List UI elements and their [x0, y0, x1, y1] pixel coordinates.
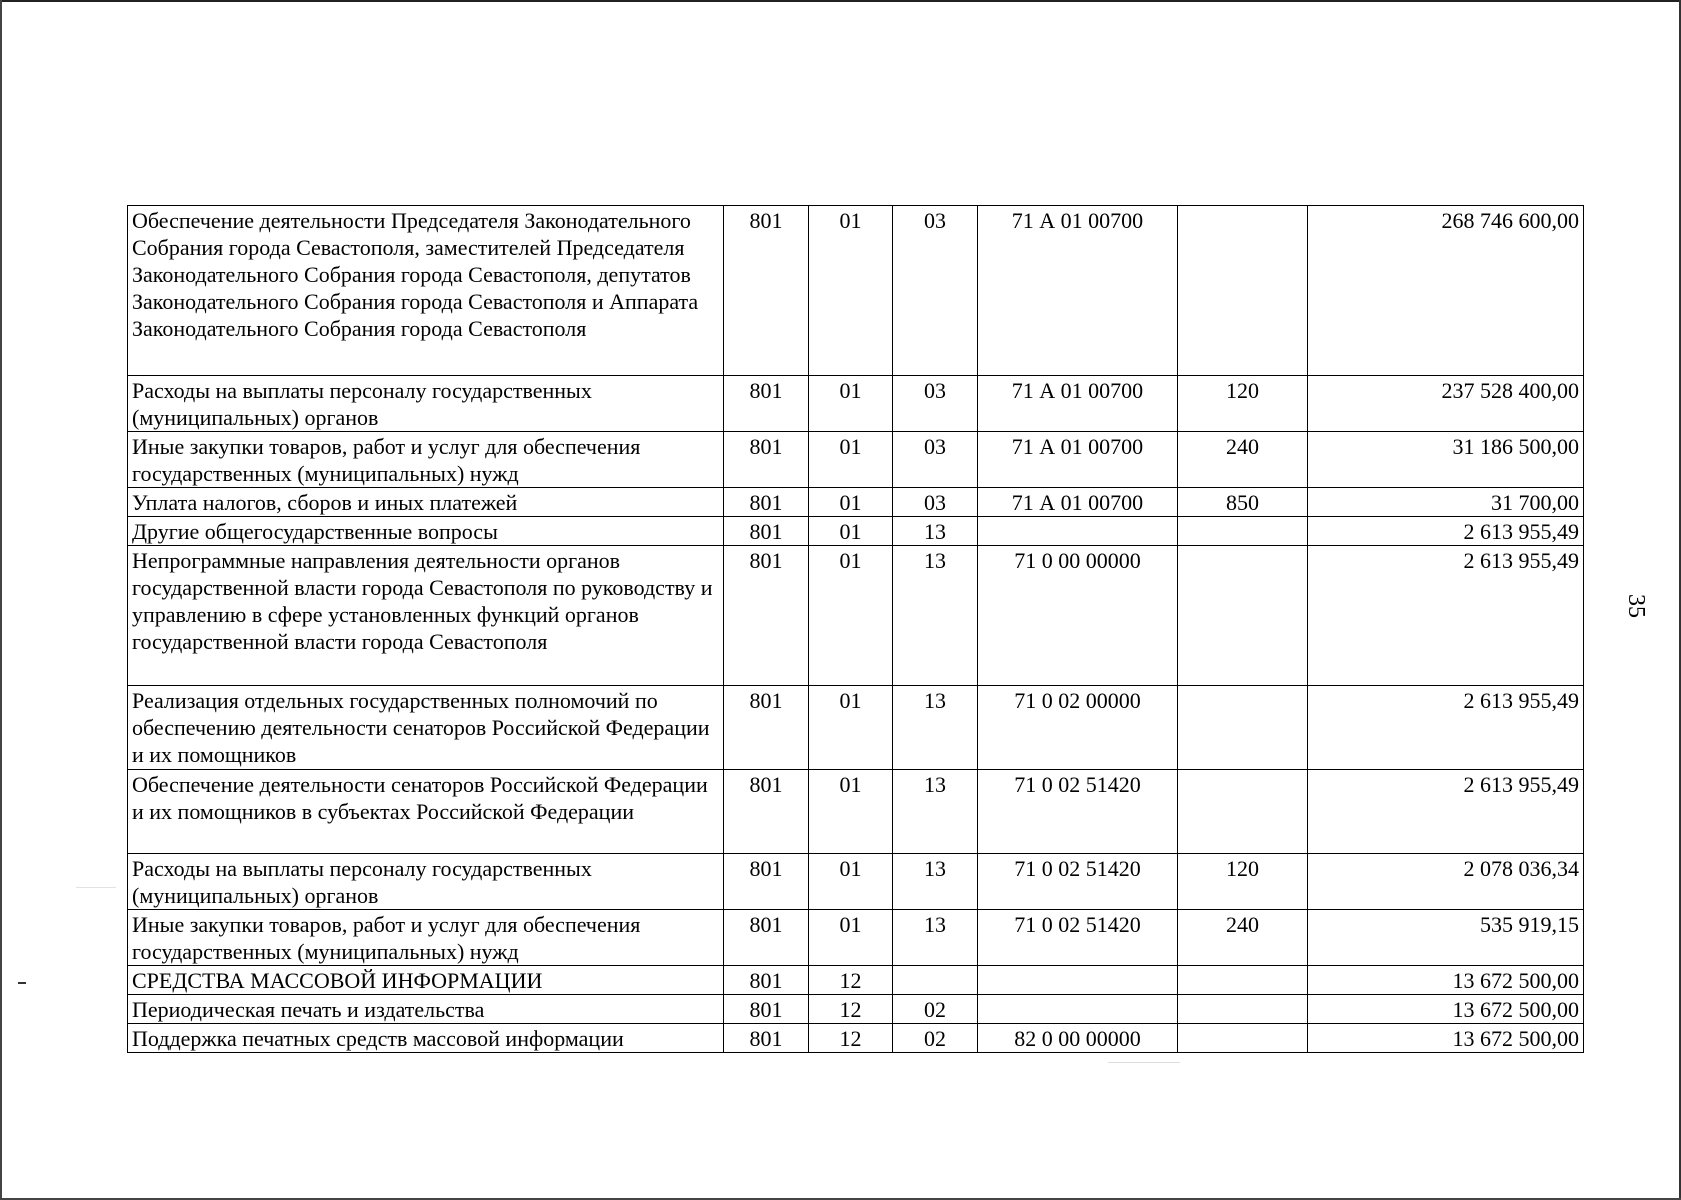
subsection-code-cell: 03 — [893, 206, 978, 376]
amount-cell: 2 078 036,34 — [1308, 854, 1584, 910]
department-code-cell: 801 — [724, 488, 809, 517]
department-code-cell: 801 — [724, 1024, 809, 1053]
section-code-cell: 01 — [809, 376, 893, 432]
table-row — [128, 770, 1584, 854]
table-row — [128, 517, 1584, 546]
amount-cell: 13 672 500,00 — [1308, 966, 1584, 995]
department-code-cell: 801 — [724, 966, 809, 995]
department-code-cell: 801 — [724, 376, 809, 432]
margin-mark — [18, 982, 26, 984]
expense-name-cell: Поддержка печатных средств массовой информации — [128, 1024, 724, 1053]
amount-cell: 535 919,15 — [1308, 910, 1584, 966]
expense-type-cell: 120 — [1178, 376, 1308, 432]
target-article-cell — [978, 966, 1178, 995]
target-article-cell: 71 А 01 00700 — [978, 206, 1178, 376]
table-row — [128, 966, 1584, 995]
amount-cell: 268 746 600,00 — [1308, 206, 1584, 376]
section-code-cell: 01 — [809, 910, 893, 966]
subsection-code-cell: 02 — [893, 995, 978, 1024]
expense-name-cell: СРЕДСТВА МАССОВОЙ ИНФОРМАЦИИ — [128, 966, 724, 995]
department-code-cell: 801 — [724, 854, 809, 910]
amount-cell: 237 528 400,00 — [1308, 376, 1584, 432]
table-row — [128, 432, 1584, 488]
amount-cell: 2 613 955,49 — [1308, 686, 1584, 770]
expense-name-cell: Обеспечение деятельности Председателя Законодательного Собрания города Севастополя, заместителей Председателя Законодательного Собрания города Севастополя, депутатов Законодательного Собрания города Севастополя и Аппарата Законодательного Собрания города Севастополя — [128, 206, 724, 376]
table-row — [128, 995, 1584, 1024]
section-code-cell: 12 — [809, 995, 893, 1024]
amount-cell: 2 613 955,49 — [1308, 770, 1584, 854]
expense-type-cell — [1178, 206, 1308, 376]
department-code-cell: 801 — [724, 910, 809, 966]
expense-type-cell: 240 — [1178, 432, 1308, 488]
department-code-cell: 801 — [724, 517, 809, 546]
department-code-cell: 801 — [724, 770, 809, 854]
scan-artifact — [1108, 1062, 1180, 1063]
scan-artifact — [76, 887, 116, 888]
expense-type-cell — [1178, 546, 1308, 686]
subsection-code-cell: 03 — [893, 432, 978, 488]
target-article-cell: 71 0 02 51420 — [978, 854, 1178, 910]
expense-type-cell — [1178, 966, 1308, 995]
section-code-cell: 12 — [809, 1024, 893, 1053]
section-code-cell: 01 — [809, 488, 893, 517]
expense-type-cell — [1178, 995, 1308, 1024]
subsection-code-cell: 02 — [893, 1024, 978, 1053]
subsection-code-cell: 13 — [893, 517, 978, 546]
expense-type-cell: 240 — [1178, 910, 1308, 966]
expense-name-cell: Расходы на выплаты персоналу государственных (муниципальных) органов — [128, 854, 724, 910]
department-code-cell: 801 — [724, 995, 809, 1024]
scan-edge-left — [0, 0, 2, 1200]
target-article-cell — [978, 517, 1178, 546]
amount-cell: 13 672 500,00 — [1308, 1024, 1584, 1053]
expense-type-cell — [1178, 517, 1308, 546]
table-row — [128, 854, 1584, 910]
department-code-cell: 801 — [724, 206, 809, 376]
target-article-cell: 71 0 02 51420 — [978, 770, 1178, 854]
expense-type-cell: 120 — [1178, 854, 1308, 910]
target-article-cell: 82 0 00 00000 — [978, 1024, 1178, 1053]
target-article-cell: 71 А 01 00700 — [978, 432, 1178, 488]
amount-cell: 31 186 500,00 — [1308, 432, 1584, 488]
table-row — [128, 206, 1584, 376]
department-code-cell: 801 — [724, 546, 809, 686]
department-code-cell: 801 — [724, 686, 809, 770]
subsection-code-cell: 13 — [893, 910, 978, 966]
amount-cell: 13 672 500,00 — [1308, 995, 1584, 1024]
department-code-cell: 801 — [724, 432, 809, 488]
target-article-cell: 71 0 00 00000 — [978, 546, 1178, 686]
table-row — [128, 546, 1584, 686]
expense-name-cell: Уплата налогов, сборов и иных платежей — [128, 488, 724, 517]
section-code-cell: 01 — [809, 686, 893, 770]
expense-name-cell: Периодическая печать и издательства — [128, 995, 724, 1024]
target-article-cell: 71 0 02 00000 — [978, 686, 1178, 770]
subsection-code-cell: 13 — [893, 854, 978, 910]
subsection-code-cell: 03 — [893, 376, 978, 432]
expense-name-cell: Другие общегосударственные вопросы — [128, 517, 724, 546]
section-code-cell: 01 — [809, 770, 893, 854]
scan-edge-top — [0, 0, 1681, 2]
table-row — [128, 1024, 1584, 1053]
table-row — [128, 686, 1584, 770]
table-row — [128, 910, 1584, 966]
subsection-code-cell: 13 — [893, 686, 978, 770]
expense-type-cell: 850 — [1178, 488, 1308, 517]
expense-name-cell: Иные закупки товаров, работ и услуг для обеспечения государственных (муниципальных) нужд — [128, 910, 724, 966]
expense-name-cell: Иные закупки товаров, работ и услуг для обеспечения государственных (муниципальных) нужд — [128, 432, 724, 488]
expense-type-cell — [1178, 1024, 1308, 1053]
expense-name-cell: Реализация отдельных государственных полномочий по обеспечению деятельности сенаторов Российской Федерации и их помощников — [128, 686, 724, 770]
section-code-cell: 12 — [809, 966, 893, 995]
subsection-code-cell: 03 — [893, 488, 978, 517]
section-code-cell: 01 — [809, 546, 893, 686]
expense-type-cell — [1178, 686, 1308, 770]
section-code-cell: 01 — [809, 206, 893, 376]
amount-cell: 2 613 955,49 — [1308, 517, 1584, 546]
target-article-cell: 71 А 01 00700 — [978, 488, 1178, 517]
page-number: 35 — [1623, 594, 1649, 618]
expense-name-cell: Непрограммные направления деятельности органов государственной власти города Севастополя по руководству и управлению в сфере установленных функций органов государственной власти города Севастополя — [128, 546, 724, 686]
table-row — [128, 488, 1584, 517]
section-code-cell: 01 — [809, 854, 893, 910]
expense-type-cell — [1178, 770, 1308, 854]
target-article-cell — [978, 995, 1178, 1024]
target-article-cell: 71 0 02 51420 — [978, 910, 1178, 966]
budget-table — [127, 205, 1584, 1053]
amount-cell: 2 613 955,49 — [1308, 546, 1584, 686]
target-article-cell: 71 А 01 00700 — [978, 376, 1178, 432]
subsection-code-cell — [893, 966, 978, 995]
section-code-cell: 01 — [809, 432, 893, 488]
table-row — [128, 376, 1584, 432]
amount-cell: 31 700,00 — [1308, 488, 1584, 517]
expense-name-cell: Расходы на выплаты персоналу государственных (муниципальных) органов — [128, 376, 724, 432]
subsection-code-cell: 13 — [893, 770, 978, 854]
expense-name-cell: Обеспечение деятельности сенаторов Российской Федерации и их помощников в субъектах Российской Федерации — [128, 770, 724, 854]
section-code-cell: 01 — [809, 517, 893, 546]
subsection-code-cell: 13 — [893, 546, 978, 686]
